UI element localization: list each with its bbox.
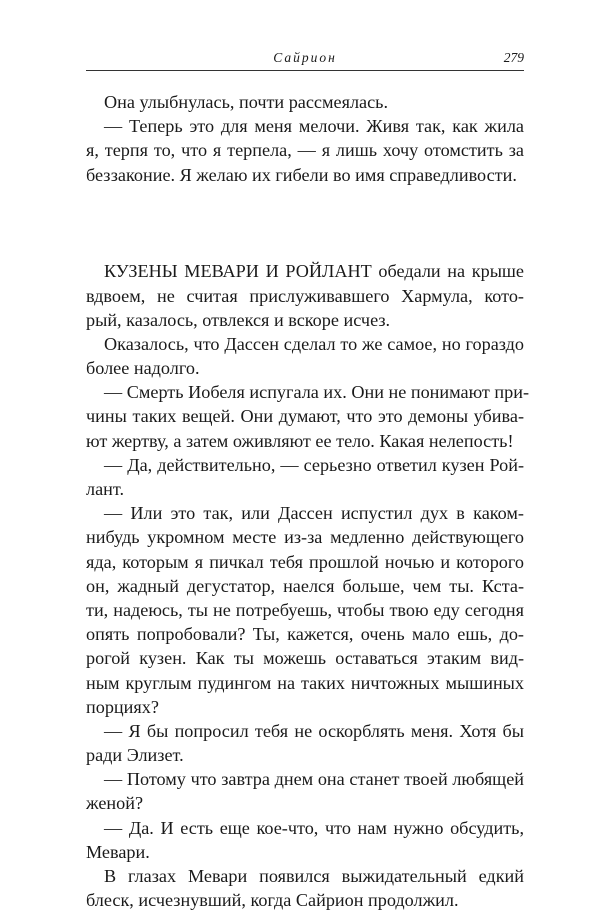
text-line: чины таких вещей. Они думают, что это демоны убива- [86, 406, 524, 427]
text-line: Оказалось, что Дассен сделал то же самое, но гораздо [104, 333, 524, 354]
text-line: опять попробовали? Ты, кажется, очень мало ешь, до- [86, 624, 524, 645]
text-line: — Или это так, или Дассен испустил дух в каком- [104, 503, 524, 524]
text-line: Мевари. [86, 841, 150, 862]
text-line: ради Элизет. [86, 745, 184, 766]
text-line: порциях? [86, 696, 159, 717]
text-line: беззаконие. Я желаю их гибели во имя справедливости. [86, 164, 517, 185]
text-line: — Смерть Иобеля испугала их. Они не понимают при- [104, 382, 530, 403]
text-line: рогой кузен. Как ты можешь оставаться этаким вид- [86, 648, 524, 669]
body-text [86, 90, 530, 912]
text-line: рый, казалось, отвлекся и вскоре исчез. [86, 309, 391, 330]
text-line: более надолго. [86, 358, 200, 379]
text-line: лант. [86, 479, 125, 500]
text-line: ют жертву, а затем оживляют ее тело. Какая нелепость! [86, 430, 514, 451]
text-line: вдвоем, не считая прислуживавшего Хармула, кото- [86, 285, 524, 306]
text-line: женой? [86, 793, 144, 814]
text-line: КУЗЕНЫ МЕВАРИ И РОЙЛАНТ обедали на крыше [104, 261, 524, 282]
section-break [86, 187, 524, 260]
text-line: — Потому что завтра днем она станет твоей любящей [104, 769, 524, 790]
text-line: — Я бы попросил тебя не оскорблять меня. Хотя бы [104, 720, 524, 741]
text-line: я, терпя то, что я терпела, — я лишь хочу отомстить за [86, 140, 524, 161]
text-line: ным круглым пудингом на таких ничтожных мышиных [86, 672, 524, 693]
running-header [86, 44, 524, 70]
text-line: Она улыбнулась, почти рассмеялась. [104, 92, 389, 112]
text-line: — Да, действительно, — серьезно ответил кузен Рой- [104, 454, 524, 475]
header-rule [86, 70, 524, 71]
text-line: — Теперь это для меня мелочи. Живя так, как жила [104, 116, 524, 137]
text-line: В глазах Мевари появился выжидательный едкий [104, 866, 524, 887]
text-line: ти, надеюсь, ты не потребуешь, чтобы твою еду сегодня [86, 599, 524, 620]
running-title: Сайрион [273, 50, 337, 65]
text-line: яда, которым я пичкал тебя прошлой ночью и которого [86, 551, 524, 572]
text-line: нибудь укромном месте из-за медленно действующего [86, 527, 524, 548]
text-line: — Да. И есть еще кое-что, что нам нужно обсудить, [104, 817, 524, 838]
page-number: 279 [503, 50, 524, 65]
text-line: он, жадный дегустатор, наелся больше, чем ты. Кста- [86, 575, 524, 596]
text-line: блеск, исчезнувший, когда Сайрион продолжил. [86, 890, 459, 911]
